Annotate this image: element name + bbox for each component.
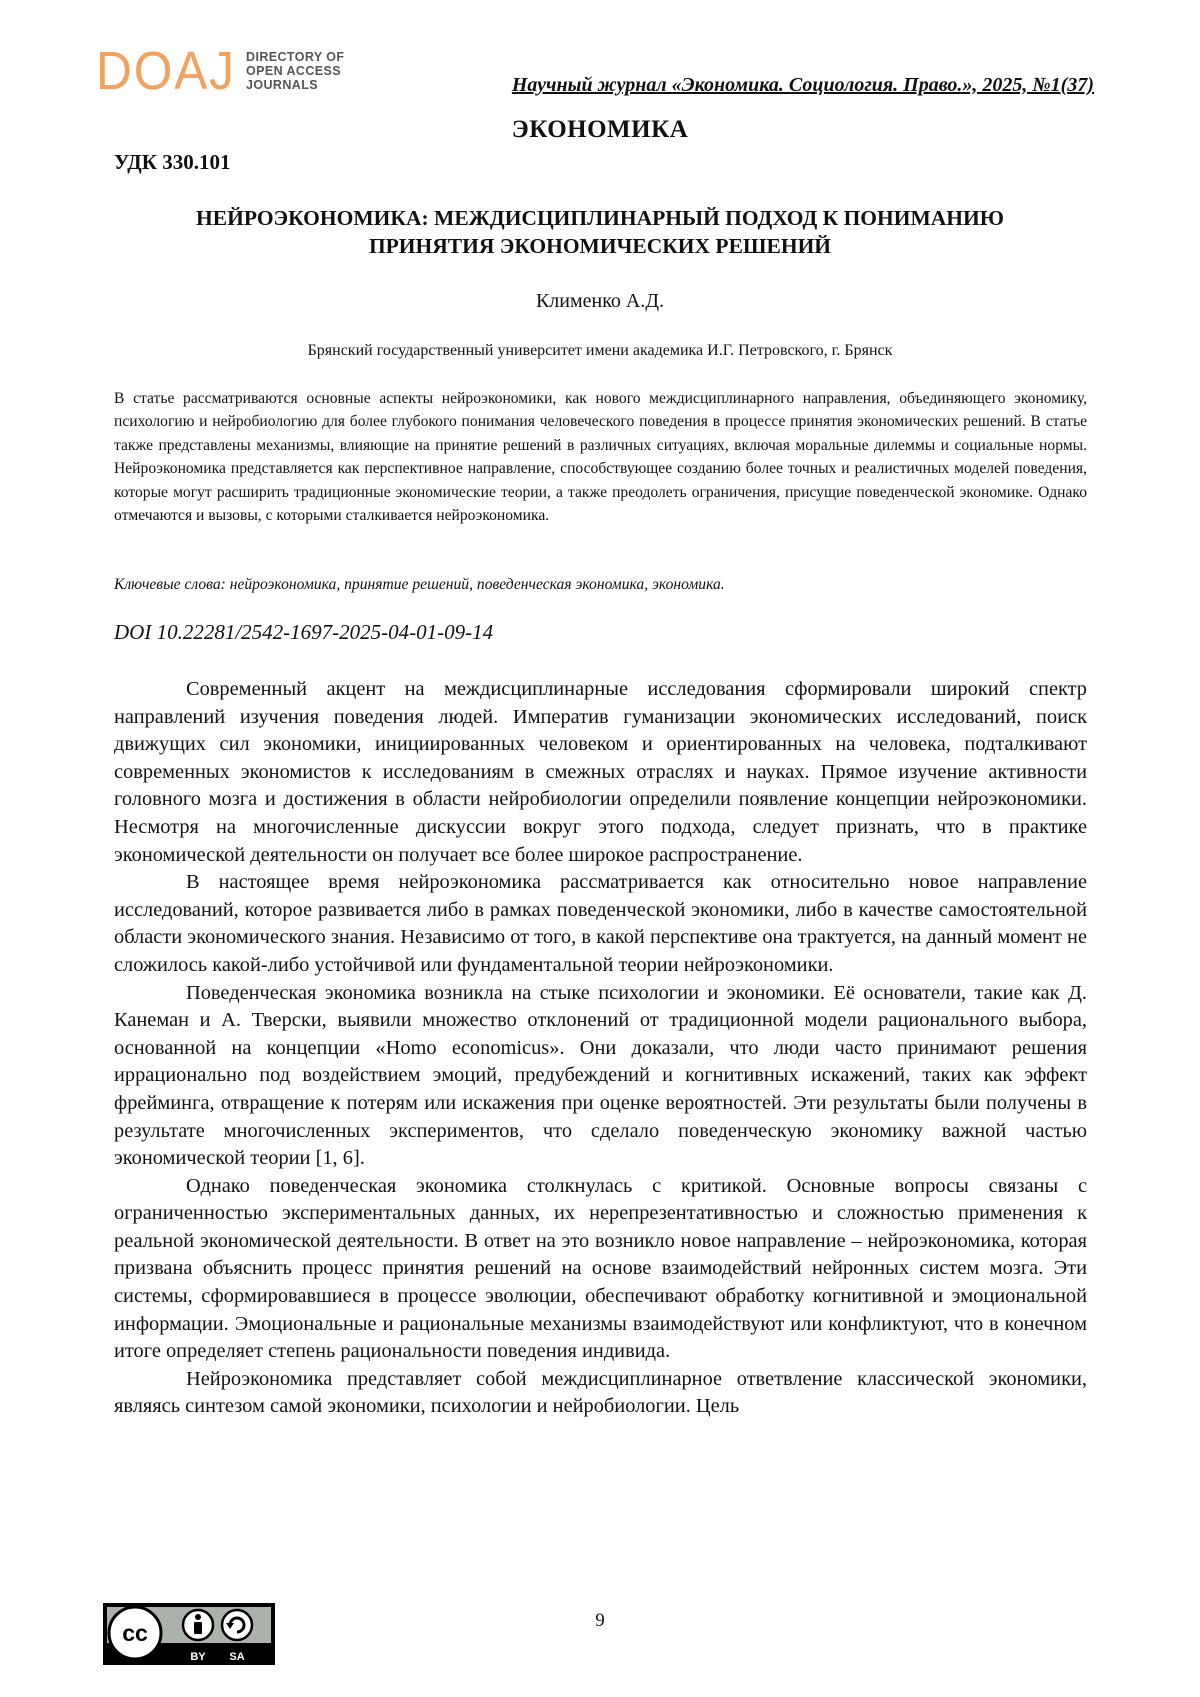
page-number: 9 — [595, 1610, 605, 1631]
body-paragraph: Поведенческая экономика возникла на стыке психологии и экономики. Её основатели, такие как Д. Канеман и А. Тверски, выявили множество отклонений от традиционной модели рационального выбора, основанной на концепции «Homo economicus». Они доказали, что люди часто принимают решения иррационально под воздействием эмоций, предубеждений и когнитивных искажений, таких как эффект фрейминга, отвращение к потерям или искажения при оценке вероятностей. Эти результаты были получены в результате многочисленных экспериментов, что сделало поведенческую экономику важной частью экономической теории [1, 6]. — [114, 981, 1087, 1170]
body-paragraph: Современный акцент на междисциплинарные исследования сформировали широкий спектр направлений изучения поведения людей. Императив гуманизации экономических исследований, поиск движущих сил экономики, инициированных человеком и ориентированных на человека, подталкивают современных экономистов к исследованиям в смежных отраслях и науках. Прямое изучение активности головного мозга и достижения в области нейробиологии определили появление концепции нейроэкономики. Несмотря на многочисленные дискуссии вокруг этого подхода, следует признать, что в практике экономической деятельности он получает все более широкое распространение. — [114, 678, 1087, 866]
doaj-logo-word: DOAJ — [96, 41, 236, 101]
udk-code: УДК 330.101 — [114, 150, 231, 174]
svg-text:SA: SA — [229, 1651, 245, 1663]
article-body — [114, 676, 1087, 1421]
abstract-text: В статье рассматриваются основные аспекты нейроэкономики, как нового междисциплинарного направления, объединяющего экономику, психологию и нейробиологию для более глубокого понимания человеческого поведения в процессе принятия экономических решений. В статье также представлены механизмы, влияющие на принятие решений в различных ситуациях, включая моральные дилеммы и социальные нормы. Нейроэкономика представляется как перспективное направление, способствующее созданию более точных и реалистичных моделей поведения, которые могут расширить традиционные экономические теории, а также преодолеть ограничения, присущие поведенческой экономике. Однако отмечаются и вызовы, с которыми сталкивается нейроэкономика. — [114, 390, 1087, 525]
doaj-logo-text: DIRECTORY OF OPEN ACCESS JOURNALS — [246, 50, 345, 92]
body-paragraph: В настоящее время нейроэкономика рассматривается как относительно новое направление исследований, которое развивается либо в рамках поведенческой экономики, либо в качестве самостоятельной области экономического знания. Независимо от того, в какой перспективе она трактуется, на данный момент не сложилось какой-либо устойчивой или фундаментальной теории нейроэкономики. — [114, 871, 1087, 976]
svg-text:cc: cc — [122, 1620, 148, 1646]
body-paragraph: Нейроэкономика представляет собой междисциплинарное ответвление классической экономики, являясь синтезом самой экономики, психологии и нейробиологии. Цель — [114, 1367, 1087, 1418]
section-heading: ЭКОНОМИКА — [511, 116, 689, 143]
author: Клименко А.Д. — [535, 290, 665, 312]
affiliation: Брянский государственный университет имени академика И.Г. Петровского, г. Брянск — [307, 342, 893, 359]
body-paragraph: Однако поведенческая экономика столкнулась с критикой. Основные вопросы связаны с ограниченностью экспериментальных данных, их нерепрезентативностью и сложностью применения к реальной экономической деятельности. В ответ на это возникло новое направление – нейроэкономика, которая призвана объяснить процесс принятия решений на основе взаимодействий нейронных систем мозга. Эти системы, сформировавшиеся в процессе эволюции, обеспечивают обработку когнитивной и эмоциональной информации. Эмоциональные и рациональные механизмы взаимодействуют или конфликтуют, что в конечном итоге определяет степень рациональности поведения индивида. — [114, 1174, 1087, 1363]
doi: DOI 10.22281/2542-1697-2025-04-01-09-14 — [114, 620, 494, 644]
svg-text:BY: BY — [190, 1651, 206, 1663]
abstract — [114, 387, 1087, 527]
doaj-logo — [96, 41, 345, 101]
journal-header: Научный журнал «Экономика. Социология. Право.», 2025, №1(37) — [511, 74, 1094, 96]
keywords: Ключевые слова: нейроэкономика, принятие решений, поведенческая экономика, экономика. — [114, 576, 725, 593]
article-title: НЕЙРОЭКОНОМИКА: МЕЖДИСЦИПЛИНАРНЫЙ ПОДХОД К ПОНИМАНИЮ ПРИНЯТИЯ ЭКОНОМИЧЕСКИХ РЕШЕНИЙ — [196, 206, 1004, 258]
